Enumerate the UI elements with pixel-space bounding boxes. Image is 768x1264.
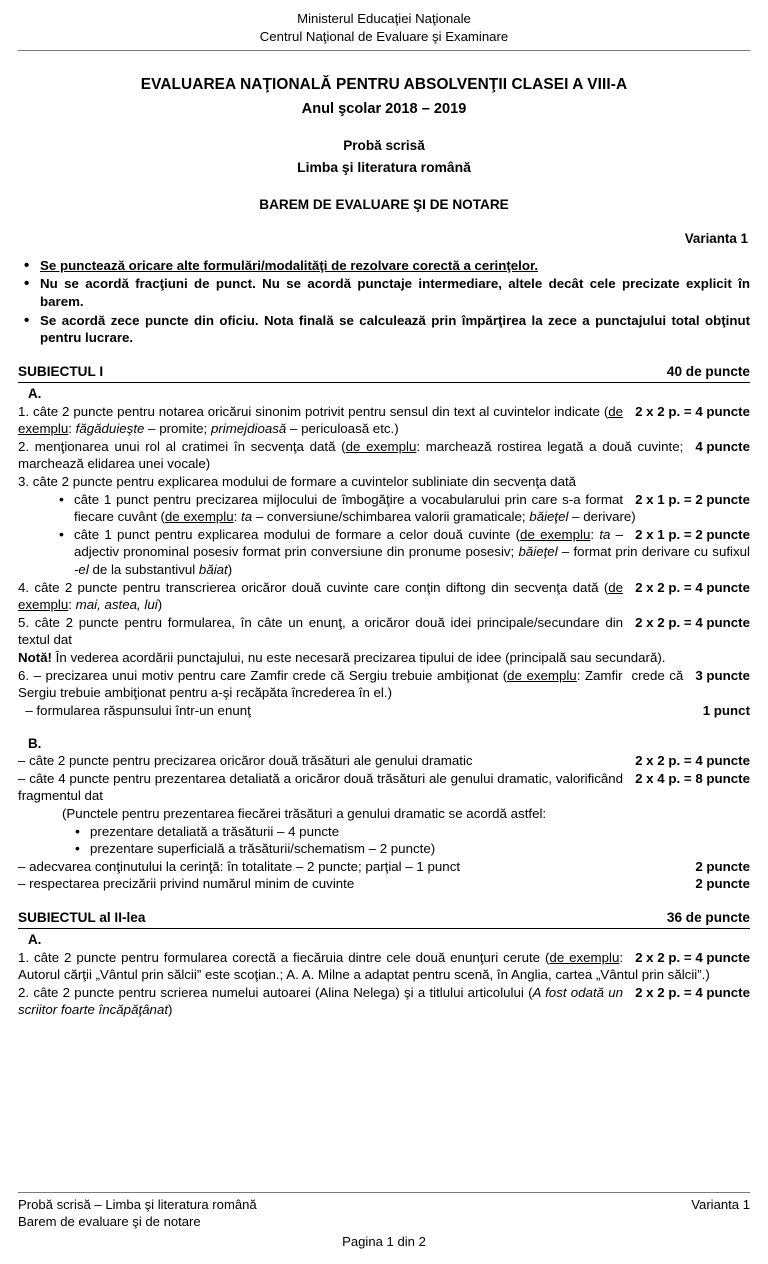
- footer-left-line-2: Barem de evaluare şi de notare: [18, 1214, 201, 1230]
- footer-left: [18, 1196, 257, 1231]
- s2-item-1: 2 x 2 p. = 4 puncte 1. câte 2 puncte pentru formularea corectă a fiecăruia dintre cele două enunţuri cerute (de exemplu: Autorul cărţii „Vântul prin sălcii” este scoţian.; A. A. Milne a adaptat pentru scenă, în Anglia, cartea „Vântul prin sălcii”.): [18, 949, 750, 983]
- barem-label: BAREM DE EVALUARE ŞI DE NOTARE: [259, 196, 509, 212]
- b-item-4-points: 2 puncte: [695, 876, 750, 892]
- footer-page-number: Pagina 1 din 2: [342, 1233, 426, 1249]
- item-3-sub-2-points: • 2 x 1 p. = 2 puncte: [635, 526, 750, 542]
- variant-label: Varianta 1: [684, 230, 748, 246]
- title-block: [18, 75, 750, 214]
- page-footer: [18, 1192, 750, 1250]
- item-5: 2 x 2 p. = 4 puncte 5. câte 2 puncte pentru formularea, în câte un enunţ, a oricăror două idei principale/secundare din textul dat: [18, 614, 750, 648]
- b-sub-list: [18, 823, 750, 858]
- footer-divider: [18, 1192, 750, 1193]
- item-6-line-1: 3 puncte 6. – precizarea unui motiv pentru care Zamfir crede că Sergiu trebuie ambiţionat (de exemplu: Zamfir crede că Sergiu trebuie ambiţionat pentru a-şi recăpăta încrederea în el.): [18, 667, 750, 701]
- b-item-3-points: 2 puncte: [695, 858, 750, 874]
- item-4-points: 2 x 2 p. = 4 puncte: [635, 579, 750, 595]
- item-1: 2 x 2 p. = 4 puncte 1. câte 2 puncte pentru notarea oricărui sinonim potrivit pentru sensul din text al cuvintelor indicate (de exemplu: făgăduieşte – promite; primejdioasă – periculoasă etc.): [18, 403, 750, 437]
- b-item-3: 2 puncte – adecvarea conţinutului la cerinţă: în totalitate – 2 puncte; parţial – 1 punct: [18, 858, 750, 874]
- s2-item-2: 2 x 2 p. = 4 puncte 2. câte 2 puncte pentru scrierea numelui autoarei (Alina Nelega) şi a titlului articolului (A fost odată un scriitor foarte încăpăţânat): [18, 984, 750, 1018]
- b-item-4: 2 puncte – respectarea precizării privind numărul minim de cuvinte: [18, 876, 750, 892]
- school-year: Anul şcolar 2018 – 2019: [301, 101, 467, 118]
- footer-variant: Varianta 1: [691, 1196, 750, 1212]
- subject-1-section-b: B.: [28, 735, 42, 751]
- b-item-1-points: 2 x 2 p. = 4 puncte: [635, 753, 750, 769]
- note-text: Se acordă zece puncte din oficiu. Nota finală se calculează prin împărţirea la zece a punctajului total obţinut pentru lucrare.: [40, 312, 750, 346]
- footer-left-line-1: Probă scrisă – Limba şi literatura română: [18, 1196, 257, 1212]
- item-3-sub-1: • 2 x 1 p. = 2 puncte câte 1 punct pentru precizarea mijlocului de îmbogăţire a vocabularului prin care s-a format fiecare cuvânt (de exemplu: ta – conversiune/schimbarea valorii gramaticale; băieţel – derivare): [18, 491, 750, 526]
- note-text: Nu se acordă fracţiuni de punct. Nu se acordă punctaje intermediare, altele decât cele precizate explicit în barem.: [40, 276, 750, 309]
- item-6-points-1: 3 puncte: [695, 667, 750, 683]
- footer-row: [18, 1196, 750, 1231]
- b-item-2-points: 2 x 4 p. = 8 puncte: [635, 770, 750, 786]
- subject-label: Limba şi literatura română: [297, 158, 471, 175]
- s2-item-1-points: 2 x 2 p. = 4 puncte: [635, 949, 750, 965]
- note-item: [18, 275, 750, 310]
- item-3-sub-list: [18, 491, 750, 579]
- b-note: (Punctele pentru prezentarea fiecărei trăsături a genului dramatic se acordă astfel:: [62, 806, 547, 822]
- subject-2-section-a: A.: [28, 931, 42, 947]
- b-item-1: 2 x 2 p. = 4 puncte – câte 2 puncte pentru precizarea oricăror două trăsături ale genului dramatic: [18, 753, 750, 769]
- b-item-2: 2 x 4 p. = 8 puncte – câte 4 puncte pentru prezentarea detaliată a oricăror două trăsături ale genului dramatic, valorificând fragmentul dat: [18, 770, 750, 804]
- ministry-line-1: Ministerul Educaţiei Naţionale: [297, 11, 471, 26]
- ministry-header: [18, 10, 750, 45]
- b-sub-1: • prezentare detaliată a trăsăturii – 4 puncte: [18, 823, 750, 841]
- subject-1-points: 40 de puncte: [666, 363, 750, 379]
- header-divider: [18, 50, 750, 51]
- subject-2-header: [18, 909, 750, 929]
- note-text: Se punctează oricare alte formulări/modalităţi de rezolvare corectă a cerinţelor.: [40, 257, 539, 273]
- item-2-points: 4 puncte: [695, 438, 750, 454]
- general-notes: [18, 257, 750, 347]
- proba-label: Probă scrisă: [343, 137, 425, 153]
- item-6-line-2: 1 punct – formularea răspunsului într-un enunţ: [18, 702, 750, 718]
- item-3-sub-2: • 2 x 1 p. = 2 puncte câte 1 punct pentru explicarea modului de formare a celor două cuvinte (de exemplu: ta – adjectiv pronominal posesiv format prin conversiune din pronume posesiv; băieţel – format prin derivare cu sufixul -el de la substantivul băiat): [18, 526, 750, 579]
- item-6-points-2: 1 punct: [702, 702, 750, 718]
- item-3: 3. câte 2 puncte pentru explicarea modului de formare a cuvintelor subliniate din secvenţa dată: [18, 474, 577, 489]
- ministry-line-2: Centrul Naţional de Evaluare şi Examinare: [259, 28, 509, 44]
- subject-1-header: [18, 363, 750, 383]
- exam-title: EVALUAREA NAŢIONALĂ PENTRU ABSOLVENŢII CLASEI A VIII-A: [140, 76, 628, 94]
- subject-2-points: 36 de puncte: [666, 910, 750, 926]
- item-2: 4 puncte 2. menţionarea unui rol al cratimei în secvenţa dată (de exemplu: marchează rostirea legată a două cuvinte; marchează elidarea unei vocale): [18, 438, 750, 472]
- s2-item-2-points: 2 x 2 p. = 4 puncte: [635, 984, 750, 1000]
- item-5-note: Notă! În vederea acordării punctajului, nu este necesară precizarea tipului de idee (principală sau secundară).: [18, 650, 666, 666]
- b-sub-2: • prezentare superficială a trăsăturii/schematism – 2 puncte): [18, 840, 750, 858]
- item-3-sub-1-points: • 2 x 1 p. = 2 puncte: [635, 491, 750, 507]
- item-5-points: 2 x 2 p. = 4 puncte: [635, 614, 750, 630]
- item-1-points: 2 x 2 p. = 4 puncte: [635, 403, 750, 419]
- item-4: 2 x 2 p. = 4 puncte 4. câte 2 puncte pentru transcrierea oricăror două cuvinte care conţin diftong din secvenţa dată (de exemplu: mai, astea, lui): [18, 579, 750, 613]
- subject-1-section-a: A.: [28, 385, 42, 401]
- subject-1-label: SUBIECTUL I: [18, 363, 104, 379]
- note-item: [18, 312, 750, 347]
- subject-2-label: SUBIECTUL al II-lea: [18, 910, 146, 926]
- note-item: [18, 257, 750, 275]
